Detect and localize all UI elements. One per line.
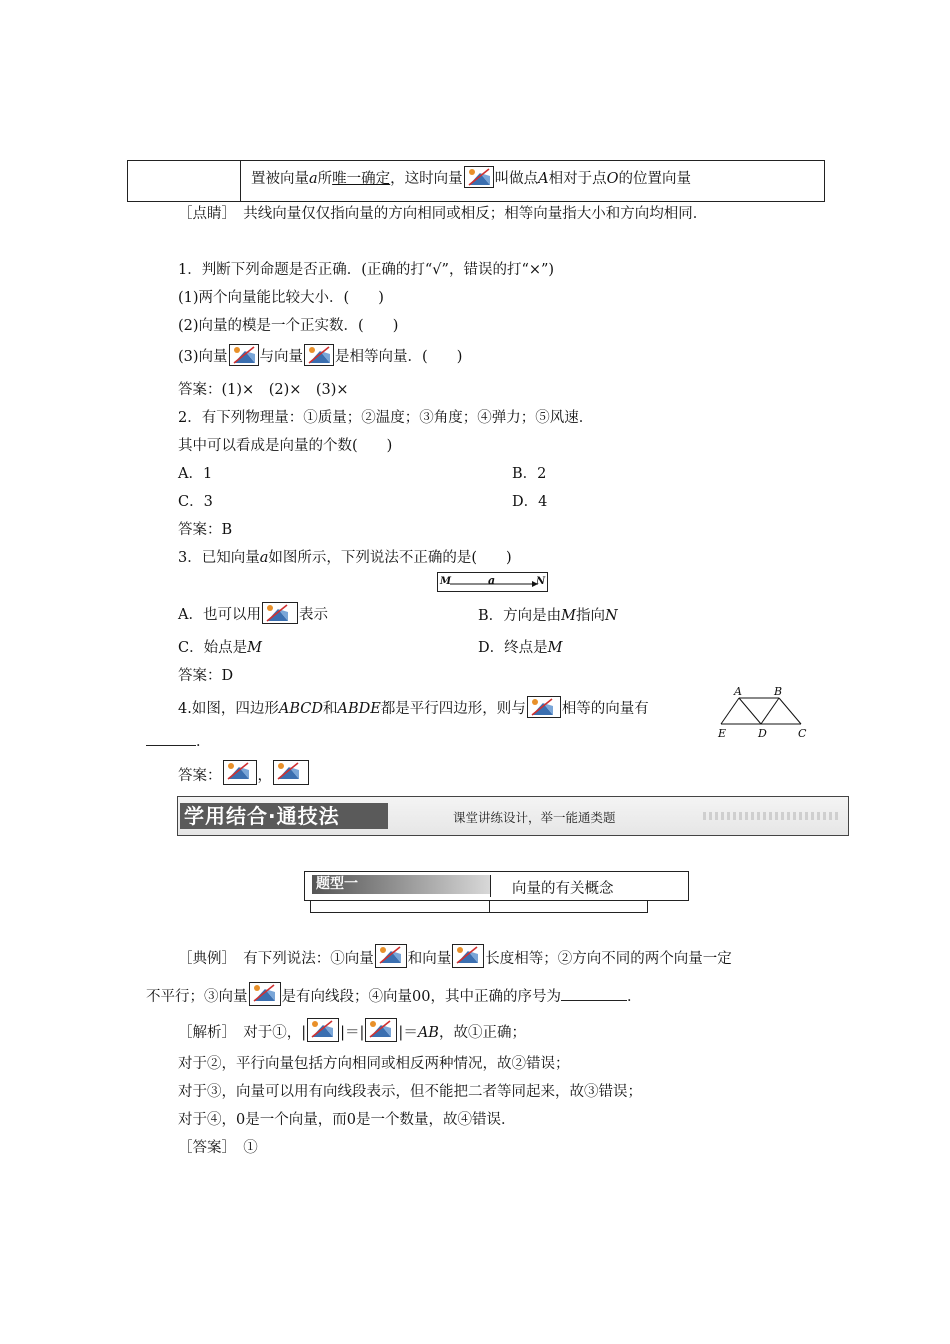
example-line-2: 不平行；③向量 是有向线段；④向量00，其中正确的序号为 ．	[146, 982, 641, 1006]
q1-statement-1: (1)两个向量能比较大小．( )	[178, 290, 384, 306]
fig-label-d: D	[758, 727, 767, 740]
vector-image-icon	[223, 760, 257, 785]
vector-image-icon	[375, 944, 407, 968]
q1-stem: 1．判断下列命题是否正确．(正确的打“√”，错误的打“×”)	[178, 262, 555, 278]
q3-option-d: D．终点是M	[478, 640, 563, 656]
fig-label-a: a	[488, 574, 496, 587]
fig-label-n: N	[536, 576, 546, 587]
q2-stem-2: 其中可以看成是向量的个数( )	[178, 438, 393, 454]
q1-answer: 答案：(1)× (2)× (3)×	[178, 382, 349, 398]
banner-subtitle: 课堂讲练设计，举一能通类题	[453, 810, 616, 825]
jiexi-line-1: ［解析］ 对于①，| |＝| |＝AB，故①正确；	[178, 1018, 526, 1042]
type-title: 向量的有关概念	[512, 881, 614, 897]
vector-image-icon	[249, 982, 281, 1006]
vector-image-icon	[452, 944, 484, 968]
q3-option-a: A．也可以用 表示	[178, 602, 328, 624]
q2-option-c: C．3	[178, 494, 213, 510]
q4-answer: 答案： ，	[178, 760, 310, 785]
question-type-box	[304, 871, 689, 913]
fig-label-m: M	[440, 576, 452, 587]
q2-option-a: A．1	[178, 466, 213, 482]
fig-label-b: B	[774, 685, 783, 698]
section-banner	[177, 796, 849, 836]
vector-image-icon	[365, 1018, 397, 1042]
q3-stem: 3．已知向量a如图所示，下列说法不正确的是( )	[178, 550, 512, 566]
vector-image-icon	[527, 696, 561, 718]
vector-image-icon	[304, 344, 334, 366]
example-line-1: ［典例］ 有下列说法：①向量 和向量 长度相等；②方向不同的两个向量一定	[178, 944, 732, 968]
q1-statement-3: (3)向量 与向量 是相等向量．( )	[178, 344, 462, 366]
q3-option-c: C．始点是M	[178, 640, 262, 656]
q3-option-b: B．方向是由M指向N	[478, 608, 618, 624]
vector-a-figure	[437, 572, 548, 592]
vector-image-icon	[464, 166, 494, 188]
q1-statement-2: (2)向量的模是一个正实数．( )	[178, 318, 399, 334]
jiexi-line-3: 对于③，向量可以用有向线段表示，但不能把二者等同起来，故③错误；	[178, 1084, 642, 1100]
q2-stem-1: 2．有下列物理量：①质量；②温度；③角度；④弹力；⑤风速．	[178, 410, 594, 426]
vector-image-icon	[307, 1018, 339, 1042]
q2-option-d: D．4	[512, 494, 548, 510]
vector-image-icon	[273, 760, 309, 785]
jiexi-line-2: 对于②，平行向量包括方向相同或相反两种情况，故②错误；	[178, 1056, 570, 1072]
q2-option-b: B．2	[512, 466, 547, 482]
fig-label-c: C	[798, 727, 807, 740]
q3-answer: 答案：D	[178, 668, 234, 684]
top-row-text: 置被向量a所唯一确定，这时向量 叫做点A相对于点O的位置向量	[251, 166, 691, 188]
vector-image-icon	[229, 344, 259, 366]
jiexi-line-4: 对于④，0是一个向量，而0是一个数量，故④错误．	[178, 1112, 516, 1128]
example-answer: ［答案］ ①	[178, 1140, 258, 1156]
q2-answer: 答案：B	[178, 522, 233, 538]
banner-title: 学用结合·通技法	[184, 804, 340, 828]
dianjing-note: ［点睛］ 共线向量仅仅指向量的方向相同或相反；相等向量指大小和方向均相同．	[178, 206, 708, 222]
q4-stem: 4.如图，四边形ABCD和ABDE都是平行四边形，则与 相等的向量有	[178, 696, 649, 718]
q4-blank-line: ．	[146, 730, 211, 751]
vector-image-icon	[262, 602, 298, 624]
fig-label-a: A	[734, 685, 742, 698]
fig-label-e: E	[718, 727, 727, 740]
type-tag: 题型一	[316, 876, 358, 892]
